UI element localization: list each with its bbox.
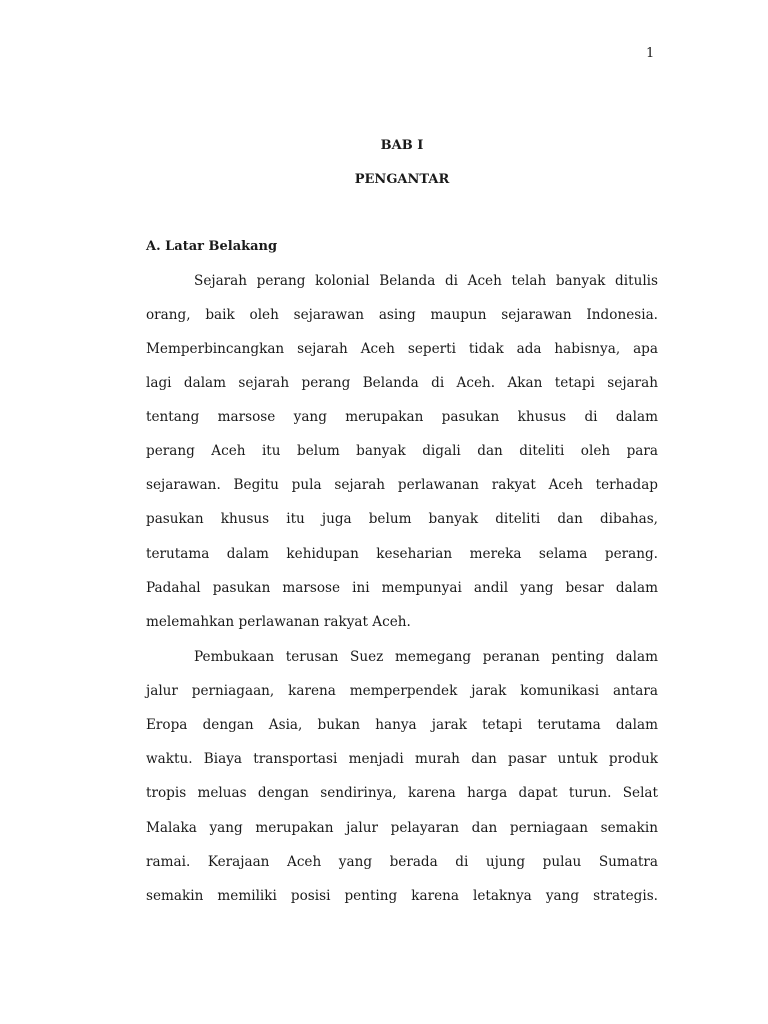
paragraph-line: Eropa dengan Asia, bukan hanya jarak tetapi terutama dalam: [146, 717, 658, 733]
paragraph-line: Sejarah perang kolonial Belanda di Aceh telah banyak ditulis: [194, 273, 658, 289]
paragraph-line: Padahal pasukan marsose ini mempunyai andil yang besar dalam: [146, 580, 658, 596]
paragraph-line: waktu. Biaya transportasi menjadi murah dan pasar untuk produk: [146, 751, 658, 767]
paragraph-line: jalur perniagaan, karena memperpendek jarak komunikasi antara: [146, 683, 658, 699]
page-number: 1: [646, 46, 655, 61]
paragraph-line: ramai. Kerajaan Aceh yang berada di ujung pulau Sumatra: [146, 854, 658, 870]
paragraph-line: lagi dalam sejarah perang Belanda di Aceh. Akan tetapi sejarah: [146, 375, 658, 391]
paragraph-line: Pembukaan terusan Suez memegang peranan penting dalam: [194, 649, 658, 665]
chapter-title: PENGANTAR: [354, 172, 450, 187]
paragraph-line: terutama dalam kehidupan keseharian mereka selama perang.: [146, 546, 658, 562]
paragraph-line: perang Aceh itu belum banyak digali dan diteliti oleh para: [146, 443, 658, 459]
paragraph-line: Memperbincangkan sejarah Aceh seperti tidak ada habisnya, apa: [146, 341, 658, 357]
chapter-label: BAB I: [380, 138, 424, 153]
paragraph-line: tentang marsose yang merupakan pasukan khusus di dalam: [146, 409, 658, 425]
paragraph-line: melemahkan perlawanan rakyat Aceh.: [146, 614, 411, 630]
paragraph-line: tropis meluas dengan sendirinya, karena harga dapat turun. Selat: [146, 785, 658, 801]
paragraph-line: pasukan khusus itu juga belum banyak diteliti dan dibahas,: [146, 511, 658, 527]
paragraph-line: Malaka yang merupakan jalur pelayaran dan perniagaan semakin: [146, 820, 658, 836]
paragraph-line: orang, baik oleh sejarawan asing maupun sejarawan Indonesia.: [146, 307, 658, 323]
paragraph-line: sejarawan. Begitu pula sejarah perlawanan rakyat Aceh terhadap: [146, 477, 658, 493]
section-heading: A. Latar Belakang: [146, 239, 278, 254]
paragraph-line: semakin memiliki posisi penting karena letaknya yang strategis.: [146, 888, 658, 904]
